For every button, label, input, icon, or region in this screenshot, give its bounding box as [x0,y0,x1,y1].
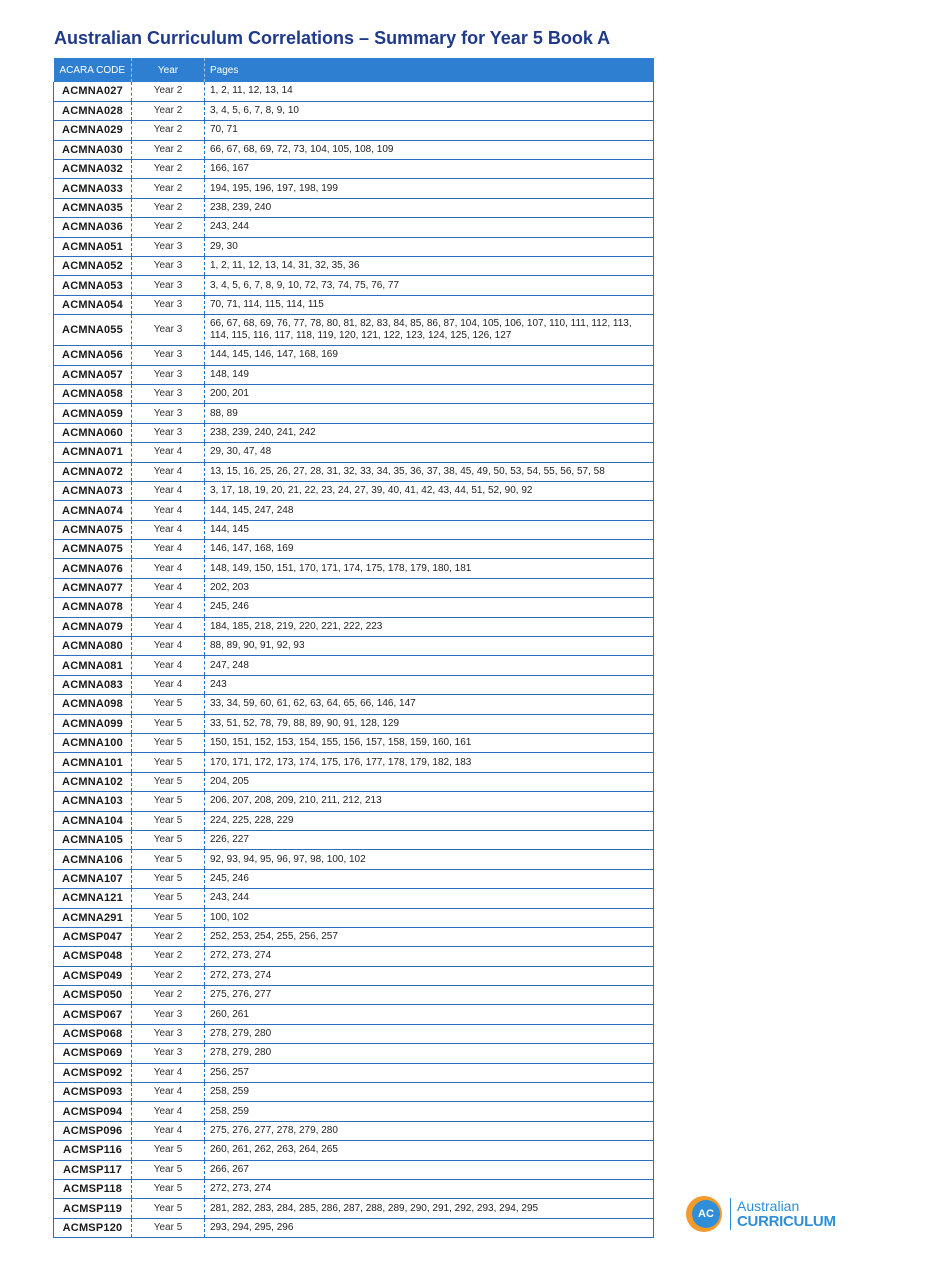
year-cell: Year 5 [132,695,205,714]
acara-code-cell: ACMNA105 [54,830,132,849]
year-cell: Year 4 [132,1102,205,1121]
acara-code-cell: ACMNA099 [54,714,132,733]
acara-code-cell: ACMNA035 [54,198,132,217]
table-row [54,179,654,198]
pages-cell: 238, 239, 240, 241, 242 [205,423,654,442]
acara-code-cell: ACMNA057 [54,365,132,384]
table-row [54,82,654,101]
year-cell: Year 3 [132,423,205,442]
table-row [54,121,654,140]
pages-cell: 272, 273, 274 [205,966,654,985]
logo-line-2: CURRICULUM [737,1213,836,1230]
year-cell: Year 4 [132,559,205,578]
pages-cell: 29, 30 [205,237,654,256]
table-header-row [54,58,654,82]
year-cell: Year 4 [132,578,205,597]
table-row [54,830,654,849]
acara-code-cell: ACMSP049 [54,966,132,985]
year-cell: Year 2 [132,927,205,946]
table-row [54,346,654,365]
table-row [54,772,654,791]
pages-cell: 88, 89 [205,404,654,423]
table-row [54,656,654,675]
pages-cell: 150, 151, 152, 153, 154, 155, 156, 157, 158, 159, 160, 161 [205,734,654,753]
year-cell: Year 2 [132,218,205,237]
pages-cell: 88, 89, 90, 91, 92, 93 [205,637,654,656]
pages-cell: 238, 239, 240 [205,198,654,217]
acara-code-cell: ACMSP047 [54,927,132,946]
table-row [54,384,654,403]
acara-code-cell: ACMNA077 [54,578,132,597]
year-cell: Year 5 [132,1160,205,1179]
year-cell: Year 5 [132,869,205,888]
year-cell: Year 4 [132,617,205,636]
year-cell: Year 5 [132,1218,205,1237]
table-row [54,1179,654,1198]
year-cell: Year 4 [132,462,205,481]
acara-code-cell: ACMNA071 [54,443,132,462]
year-cell: Year 3 [132,315,205,346]
pages-cell: 252, 253, 254, 255, 256, 257 [205,927,654,946]
year-cell: Year 2 [132,966,205,985]
year-cell: Year 2 [132,82,205,101]
year-cell: Year 4 [132,501,205,520]
pages-cell: 33, 34, 59, 60, 61, 62, 63, 64, 65, 66, 146, 147 [205,695,654,714]
year-cell: Year 5 [132,1141,205,1160]
pages-cell: 206, 207, 208, 209, 210, 211, 212, 213 [205,792,654,811]
table-row [54,869,654,888]
table-row [54,617,654,636]
acara-code-cell: ACMNA103 [54,792,132,811]
table-row [54,1063,654,1082]
table-row [54,908,654,927]
acara-code-cell: ACMSP048 [54,947,132,966]
acara-code-cell: ACMNA081 [54,656,132,675]
table-row [54,443,654,462]
header-acara-code: ACARA CODE [59,64,126,76]
pages-cell: 1, 2, 11, 12, 13, 14 [205,82,654,101]
year-cell: Year 3 [132,295,205,314]
table-row [54,198,654,217]
pages-cell: 256, 257 [205,1063,654,1082]
table-row [54,1141,654,1160]
correlation-table [53,58,654,1238]
acara-code-cell: ACMNA073 [54,481,132,500]
acara-code-cell: ACMSP069 [54,1044,132,1063]
acara-code-cell: ACMNA098 [54,695,132,714]
pages-cell: 144, 145, 247, 248 [205,501,654,520]
year-cell: Year 4 [132,520,205,539]
table-row [54,1160,654,1179]
year-cell: Year 4 [132,637,205,656]
table-row [54,101,654,120]
year-cell: Year 5 [132,1179,205,1198]
pages-cell: 166, 167 [205,160,654,179]
pages-cell: 148, 149, 150, 151, 170, 171, 174, 175, 178, 179, 180, 181 [205,559,654,578]
year-cell: Year 2 [132,986,205,1005]
table-row [54,559,654,578]
year-cell: Year 3 [132,346,205,365]
table-row [54,734,654,753]
year-cell: Year 3 [132,237,205,256]
year-cell: Year 2 [132,160,205,179]
year-cell: Year 3 [132,276,205,295]
pages-cell: 3, 4, 5, 6, 7, 8, 9, 10, 72, 73, 74, 75, 76, 77 [205,276,654,295]
year-cell: Year 5 [132,830,205,849]
pages-cell: 1, 2, 11, 12, 13, 14, 31, 32, 35, 36 [205,257,654,276]
table-row [54,753,654,772]
acara-code-cell: ACMNA052 [54,257,132,276]
table-row [54,520,654,539]
acara-code-cell: ACMNA059 [54,404,132,423]
pages-cell: 258, 259 [205,1083,654,1102]
table-row [54,637,654,656]
pages-cell: 184, 185, 218, 219, 220, 221, 222, 223 [205,617,654,636]
year-cell: Year 5 [132,753,205,772]
acara-code-cell: ACMSP117 [54,1160,132,1179]
acara-code-cell: ACMNA101 [54,753,132,772]
pages-cell: 247, 248 [205,656,654,675]
acara-code-cell: ACMSP068 [54,1024,132,1043]
pages-cell: 92, 93, 94, 95, 96, 97, 98, 100, 102 [205,850,654,869]
acara-code-cell: ACMNA080 [54,637,132,656]
table-row [54,423,654,442]
pages-cell: 13, 15, 16, 25, 26, 27, 28, 31, 32, 33, 34, 35, 36, 37, 38, 45, 49, 50, 53, 54, 55, 56, 57, 58 [205,462,654,481]
pages-cell: 70, 71, 114, 115, 114, 115 [205,295,654,314]
pages-cell: 275, 276, 277, 278, 279, 280 [205,1121,654,1140]
table-row [54,160,654,179]
pages-cell: 293, 294, 295, 296 [205,1218,654,1237]
header-year: Year [132,58,205,82]
pages-cell: 33, 51, 52, 78, 79, 88, 89, 90, 91, 128, 129 [205,714,654,733]
table-row [54,501,654,520]
pages-cell: 278, 279, 280 [205,1024,654,1043]
pages-cell: 226, 227 [205,830,654,849]
year-cell: Year 5 [132,811,205,830]
table-row [54,578,654,597]
table-row [54,598,654,617]
pages-cell: 281, 282, 283, 284, 285, 286, 287, 288, 289, 290, 291, 292, 293, 294, 295 [205,1199,654,1218]
pages-cell: 29, 30, 47, 48 [205,443,654,462]
year-cell: Year 5 [132,908,205,927]
logo-mark-text: AC [692,1200,720,1228]
year-cell: Year 2 [132,101,205,120]
acara-code-cell: ACMSP050 [54,986,132,1005]
acara-code-cell: ACMNA083 [54,675,132,694]
acara-code-cell: ACMNA036 [54,218,132,237]
table-row [54,792,654,811]
year-cell: Year 4 [132,1063,205,1082]
logo-divider [730,1198,731,1230]
acara-code-cell: ACMSP118 [54,1179,132,1198]
acara-code-cell: ACMNA107 [54,869,132,888]
australian-curriculum-logo [686,1196,836,1232]
acara-code-cell: ACMNA075 [54,540,132,559]
pages-cell: 245, 246 [205,869,654,888]
acara-code-cell: ACMNA100 [54,734,132,753]
year-cell: Year 4 [132,675,205,694]
year-cell: Year 3 [132,257,205,276]
year-cell: Year 4 [132,1121,205,1140]
year-cell: Year 5 [132,1199,205,1218]
acara-code-cell: ACMNA054 [54,295,132,314]
table-row [54,695,654,714]
pages-cell: 200, 201 [205,384,654,403]
pages-cell: 245, 246 [205,598,654,617]
acara-code-cell: ACMNA060 [54,423,132,442]
acara-code-cell: ACMNA030 [54,140,132,159]
year-cell: Year 4 [132,1083,205,1102]
pages-cell: 204, 205 [205,772,654,791]
pages-cell: 148, 149 [205,365,654,384]
pages-cell: 144, 145, 146, 147, 168, 169 [205,346,654,365]
table-row [54,947,654,966]
year-cell: Year 2 [132,179,205,198]
year-cell: Year 5 [132,792,205,811]
pages-cell: 224, 225, 228, 229 [205,811,654,830]
acara-code-cell: ACMNA027 [54,82,132,101]
table-row [54,257,654,276]
pages-cell: 243, 244 [205,218,654,237]
table-row [54,140,654,159]
pages-cell: 66, 67, 68, 69, 76, 77, 78, 80, 81, 82, 83, 84, 85, 86, 87, 104, 105, 106, 107, 110, 111, 112, 113, 114, 115, 116, 117, 118, 119, 120, 121, 122, 123, 124, 125, 126, 127 [205,315,654,346]
year-cell: Year 3 [132,1044,205,1063]
acara-code-cell: ACMSP092 [54,1063,132,1082]
acara-code-cell: ACMNA032 [54,160,132,179]
pages-cell: 202, 203 [205,578,654,597]
year-cell: Year 5 [132,734,205,753]
table-row [54,540,654,559]
header-pages: Pages [205,58,654,82]
acara-code-cell: ACMNA028 [54,101,132,120]
table-row [54,295,654,314]
year-cell: Year 2 [132,198,205,217]
acara-code-cell: ACMSP096 [54,1121,132,1140]
table-row [54,404,654,423]
year-cell: Year 4 [132,540,205,559]
table-row [54,218,654,237]
table-row [54,1044,654,1063]
table-row [54,714,654,733]
table-row [54,1083,654,1102]
table-row [54,986,654,1005]
acara-code-cell: ACMSP116 [54,1141,132,1160]
acara-code-cell: ACMNA079 [54,617,132,636]
acara-code-cell: ACMNA104 [54,811,132,830]
year-cell: Year 5 [132,889,205,908]
acara-code-cell: ACMNA056 [54,346,132,365]
acara-code-cell: ACMNA106 [54,850,132,869]
pages-cell: 278, 279, 280 [205,1044,654,1063]
table-row [54,1121,654,1140]
year-cell: Year 2 [132,140,205,159]
acara-code-cell: ACMNA078 [54,598,132,617]
acara-code-cell: ACMSP120 [54,1218,132,1237]
table-row [54,889,654,908]
acara-code-cell: ACMNA075 [54,520,132,539]
ac-logo-icon [686,1196,722,1232]
table-row [54,927,654,946]
year-cell: Year 5 [132,714,205,733]
pages-cell: 66, 67, 68, 69, 72, 73, 104, 105, 108, 109 [205,140,654,159]
acara-code-cell: ACMNA121 [54,889,132,908]
pages-cell: 3, 4, 5, 6, 7, 8, 9, 10 [205,101,654,120]
page-title: Australian Curriculum Correlations – Summary for Year 5 Book A [54,28,611,48]
acara-code-cell: ACMNA076 [54,559,132,578]
year-cell: Year 3 [132,365,205,384]
year-cell: Year 5 [132,850,205,869]
acara-code-cell: ACMNA055 [54,315,132,346]
acara-code-cell: ACMSP094 [54,1102,132,1121]
table-row [54,1102,654,1121]
year-cell: Year 3 [132,384,205,403]
year-cell: Year 2 [132,121,205,140]
logo-line-1: Australian [737,1198,800,1214]
table-row [54,481,654,500]
acara-code-cell: ACMNA074 [54,501,132,520]
year-cell: Year 4 [132,481,205,500]
pages-cell: 272, 273, 274 [205,1179,654,1198]
pages-cell: 275, 276, 277 [205,986,654,1005]
table-row [54,462,654,481]
pages-cell: 258, 259 [205,1102,654,1121]
year-cell: Year 4 [132,656,205,675]
pages-cell: 272, 273, 274 [205,947,654,966]
pages-cell: 194, 195, 196, 197, 198, 199 [205,179,654,198]
acara-code-cell: ACMSP067 [54,1005,132,1024]
table-row [54,365,654,384]
logo-wordmark [737,1199,836,1229]
acara-code-cell: ACMNA058 [54,384,132,403]
pages-cell: 260, 261 [205,1005,654,1024]
table-row [54,1005,654,1024]
year-cell: Year 3 [132,1005,205,1024]
year-cell: Year 4 [132,598,205,617]
table-row [54,675,654,694]
acara-code-cell: ACMNA053 [54,276,132,295]
acara-code-cell: ACMSP119 [54,1199,132,1218]
pages-cell: 243 [205,675,654,694]
acara-code-cell: ACMNA072 [54,462,132,481]
pages-cell: 100, 102 [205,908,654,927]
acara-code-cell: ACMNA029 [54,121,132,140]
year-cell: Year 4 [132,443,205,462]
pages-cell: 3, 17, 18, 19, 20, 21, 22, 23, 24, 27, 39, 40, 41, 42, 43, 44, 51, 52, 90, 92 [205,481,654,500]
table-row [54,811,654,830]
pages-cell: 260, 261, 262, 263, 264, 265 [205,1141,654,1160]
table-row [54,276,654,295]
table-row [54,1218,654,1237]
pages-cell: 266, 267 [205,1160,654,1179]
acara-code-cell: ACMNA051 [54,237,132,256]
table-row [54,315,654,346]
table-row [54,237,654,256]
table-body [54,82,654,1238]
year-cell: Year 5 [132,772,205,791]
year-cell: Year 3 [132,1024,205,1043]
acara-code-cell: ACMNA033 [54,179,132,198]
acara-code-cell: ACMNA291 [54,908,132,927]
pages-cell: 170, 171, 172, 173, 174, 175, 176, 177, 178, 179, 182, 183 [205,753,654,772]
pages-cell: 146, 147, 168, 169 [205,540,654,559]
year-cell: Year 3 [132,404,205,423]
acara-code-cell: ACMNA102 [54,772,132,791]
table-row [54,1199,654,1218]
pages-cell: 70, 71 [205,121,654,140]
pages-cell: 144, 145 [205,520,654,539]
table-row [54,850,654,869]
acara-code-cell: ACMSP093 [54,1083,132,1102]
pages-cell: 243, 244 [205,889,654,908]
year-cell: Year 2 [132,947,205,966]
table-row [54,1024,654,1043]
table-row [54,966,654,985]
